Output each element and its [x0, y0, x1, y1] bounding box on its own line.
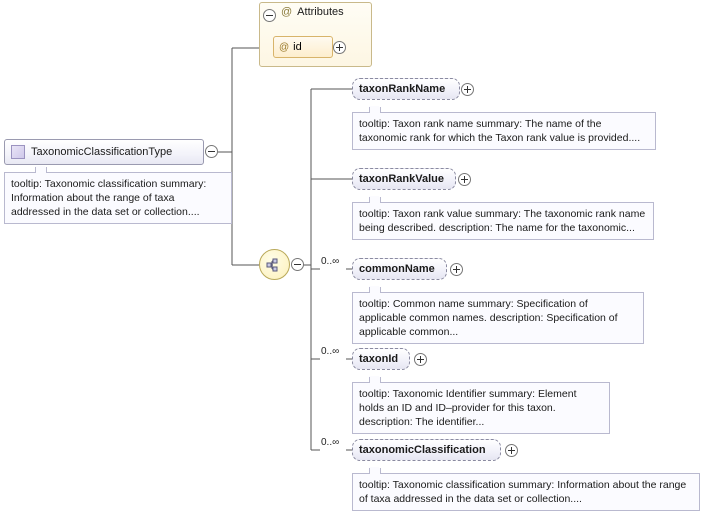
attribute-node-id[interactable]	[273, 36, 333, 58]
tooltip-text: tooltip: Taxonomic classification summary: Information about the range of taxa addressed in the data set or collection....	[359, 479, 687, 505]
expand-toggle-taxonomicClassification[interactable]	[505, 444, 518, 457]
expand-toggle-taxonId[interactable]	[414, 353, 427, 366]
attribute-id-expand-toggle[interactable]	[333, 41, 346, 54]
element-label: taxonRankName	[359, 83, 446, 95]
attributes-collapse-toggle[interactable]	[263, 9, 276, 22]
element-node-taxonRankName[interactable]	[352, 78, 460, 100]
element-label: taxonId	[359, 353, 399, 365]
sequence-collapse-toggle[interactable]	[291, 258, 304, 271]
tooltip-taxonId	[352, 382, 610, 434]
tooltip-taxonRankValue	[352, 202, 654, 240]
complex-type-icon	[11, 145, 25, 159]
element-node-taxonomicClassification[interactable]	[352, 439, 501, 461]
sequence-compositor-icon[interactable]	[259, 249, 290, 280]
element-label: taxonomicClassification	[359, 444, 486, 456]
occurrence-taxonomicClassification: 0..∞	[321, 437, 340, 448]
tooltip-text: tooltip: Taxon rank value summary: The taxonomic rank name being described. description: The name for the taxonomic...	[359, 208, 646, 234]
root-tooltip-text: tooltip: Taxonomic classification summary: Information about the range of taxa addressed in the data set or collection....	[11, 178, 207, 218]
element-node-taxonId[interactable]	[352, 348, 410, 370]
root-element-node[interactable]	[4, 139, 204, 165]
occurrence-commonName: 0..∞	[321, 256, 340, 267]
expand-toggle-commonName[interactable]	[450, 263, 463, 276]
expand-toggle-taxonRankValue[interactable]	[458, 173, 471, 186]
tooltip-commonName	[352, 292, 644, 344]
at-symbol-icon: @	[279, 41, 290, 53]
element-node-taxonRankValue[interactable]	[352, 168, 456, 190]
sequence-glyph	[266, 258, 284, 272]
root-tooltip	[4, 172, 232, 224]
tooltip-text: tooltip: Common name summary: Specification of applicable common names. description: Specification of applicable common...	[359, 298, 618, 338]
attributes-group-label: Attributes	[297, 6, 344, 18]
attribute-label: id	[293, 41, 302, 53]
tooltip-taxonRankName	[352, 112, 656, 150]
element-label: taxonRankValue	[359, 173, 444, 185]
root-element-label: TaxonomicClassificationType	[31, 146, 173, 158]
element-node-commonName[interactable]	[352, 258, 447, 280]
expand-toggle-taxonRankName[interactable]	[461, 83, 474, 96]
occurrence-taxonId: 0..∞	[321, 346, 340, 357]
tooltip-taxonomicClassification	[352, 473, 700, 511]
element-label: commonName	[359, 263, 435, 275]
attributes-group-header	[281, 6, 344, 18]
root-collapse-toggle[interactable]	[205, 145, 218, 158]
tooltip-text: tooltip: Taxon rank name summary: The name of the taxonomic rank for which the Taxon rank value is provided....	[359, 118, 641, 144]
at-symbol-icon: @	[281, 6, 293, 18]
tooltip-text: tooltip: Taxonomic Identifier summary: Element holds an ID and ID–provider for this taxon. description: The identifier...	[359, 388, 577, 428]
